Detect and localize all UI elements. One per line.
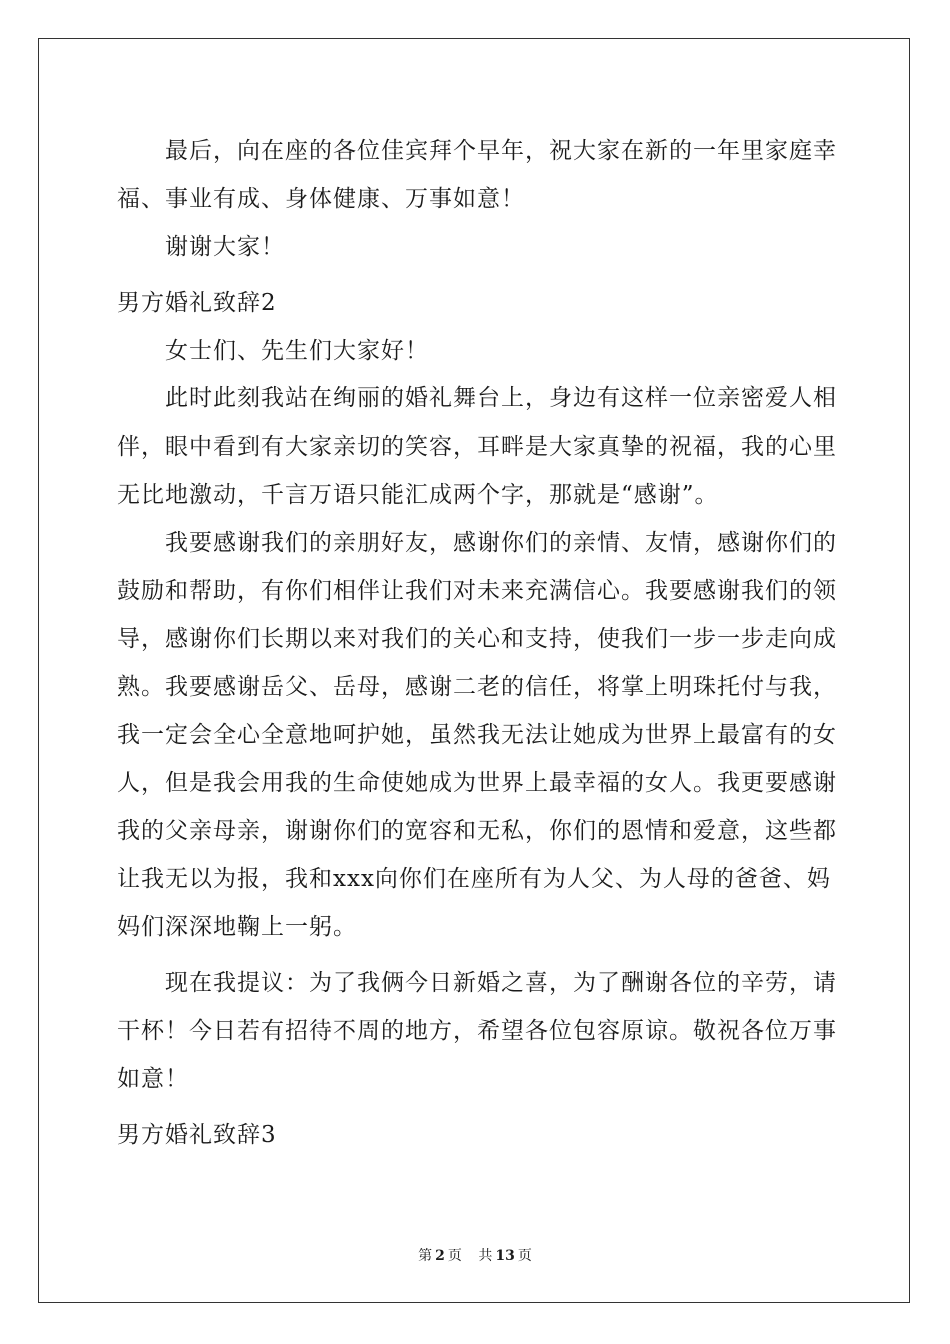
total-indicator: [475, 1248, 534, 1264]
total-prefix: 共: [478, 1248, 493, 1264]
text-line: 伴，眼中看到有大家亲切的笑容，耳畔是大家真挚的祝福，我的心里: [117, 434, 837, 460]
text-line: 谢谢大家！: [165, 234, 285, 260]
text-line: 此时此刻我站在绚丽的婚礼舞台上，身边有这样一位亲密爱人相: [165, 385, 837, 411]
text-line: 让我无以为报，我和xxx向你们在座所有为人父、为人母的爸爸、妈: [117, 866, 831, 892]
text-line: 人，但是我会用我的生命使她成为世界上最幸福的女人。我更要感谢: [117, 770, 837, 796]
section-heading: 男方婚礼致辞3: [117, 1122, 277, 1148]
text-line: 女士们、先生们大家好！: [165, 338, 429, 364]
text-line: 鼓励和帮助，有你们相伴让我们对未来充满信心。我要感谢我们的领: [117, 578, 837, 604]
page-number: 2: [435, 1248, 445, 1264]
text-line: 我要感谢我们的亲朋好友，感谢你们的亲情、友情，感谢你们的: [165, 530, 837, 556]
section-heading: 男方婚礼致辞2: [117, 290, 277, 316]
text-line: 导，感谢你们长期以来对我们的关心和支持，使我们一步一步走向成: [117, 626, 837, 652]
text-line: 福、事业有成、身体健康、万事如意！: [117, 186, 525, 212]
text-line: 熟。我要感谢岳父、岳母，感谢二老的信任，将掌上明珠托付与我，: [117, 674, 837, 700]
page-suffix: 页: [447, 1248, 462, 1264]
total-number: 13: [495, 1248, 515, 1264]
text-line: 如意！: [117, 1066, 189, 1092]
total-suffix: 页: [517, 1248, 532, 1264]
page-indicator: [415, 1248, 465, 1264]
text-line: 无比地激动，千言万语只能汇成两个字，那就是“感谢”。: [117, 482, 719, 508]
text-line: 现在我提议：为了我俩今日新婚之喜，为了酬谢各位的辛劳，请: [165, 970, 837, 996]
page-border: [38, 38, 910, 1303]
page-prefix: 第: [418, 1248, 433, 1264]
text-line: 妈们深深地鞠上一躬。: [117, 914, 357, 940]
text-line: 干杯！今日若有招待不周的地方，希望各位包容原谅。敬祝各位万事: [117, 1018, 837, 1044]
page-footer: [0, 1245, 950, 1265]
text-line: 最后，向在座的各位佳宾拜个早年，祝大家在新的一年里家庭幸: [165, 138, 837, 164]
text-line: 我的父亲母亲，谢谢你们的宽容和无私，你们的恩情和爱意，这些都: [117, 818, 837, 844]
text-line: 我一定会全心全意地呵护她，虽然我无法让她成为世界上最富有的女: [117, 722, 837, 748]
